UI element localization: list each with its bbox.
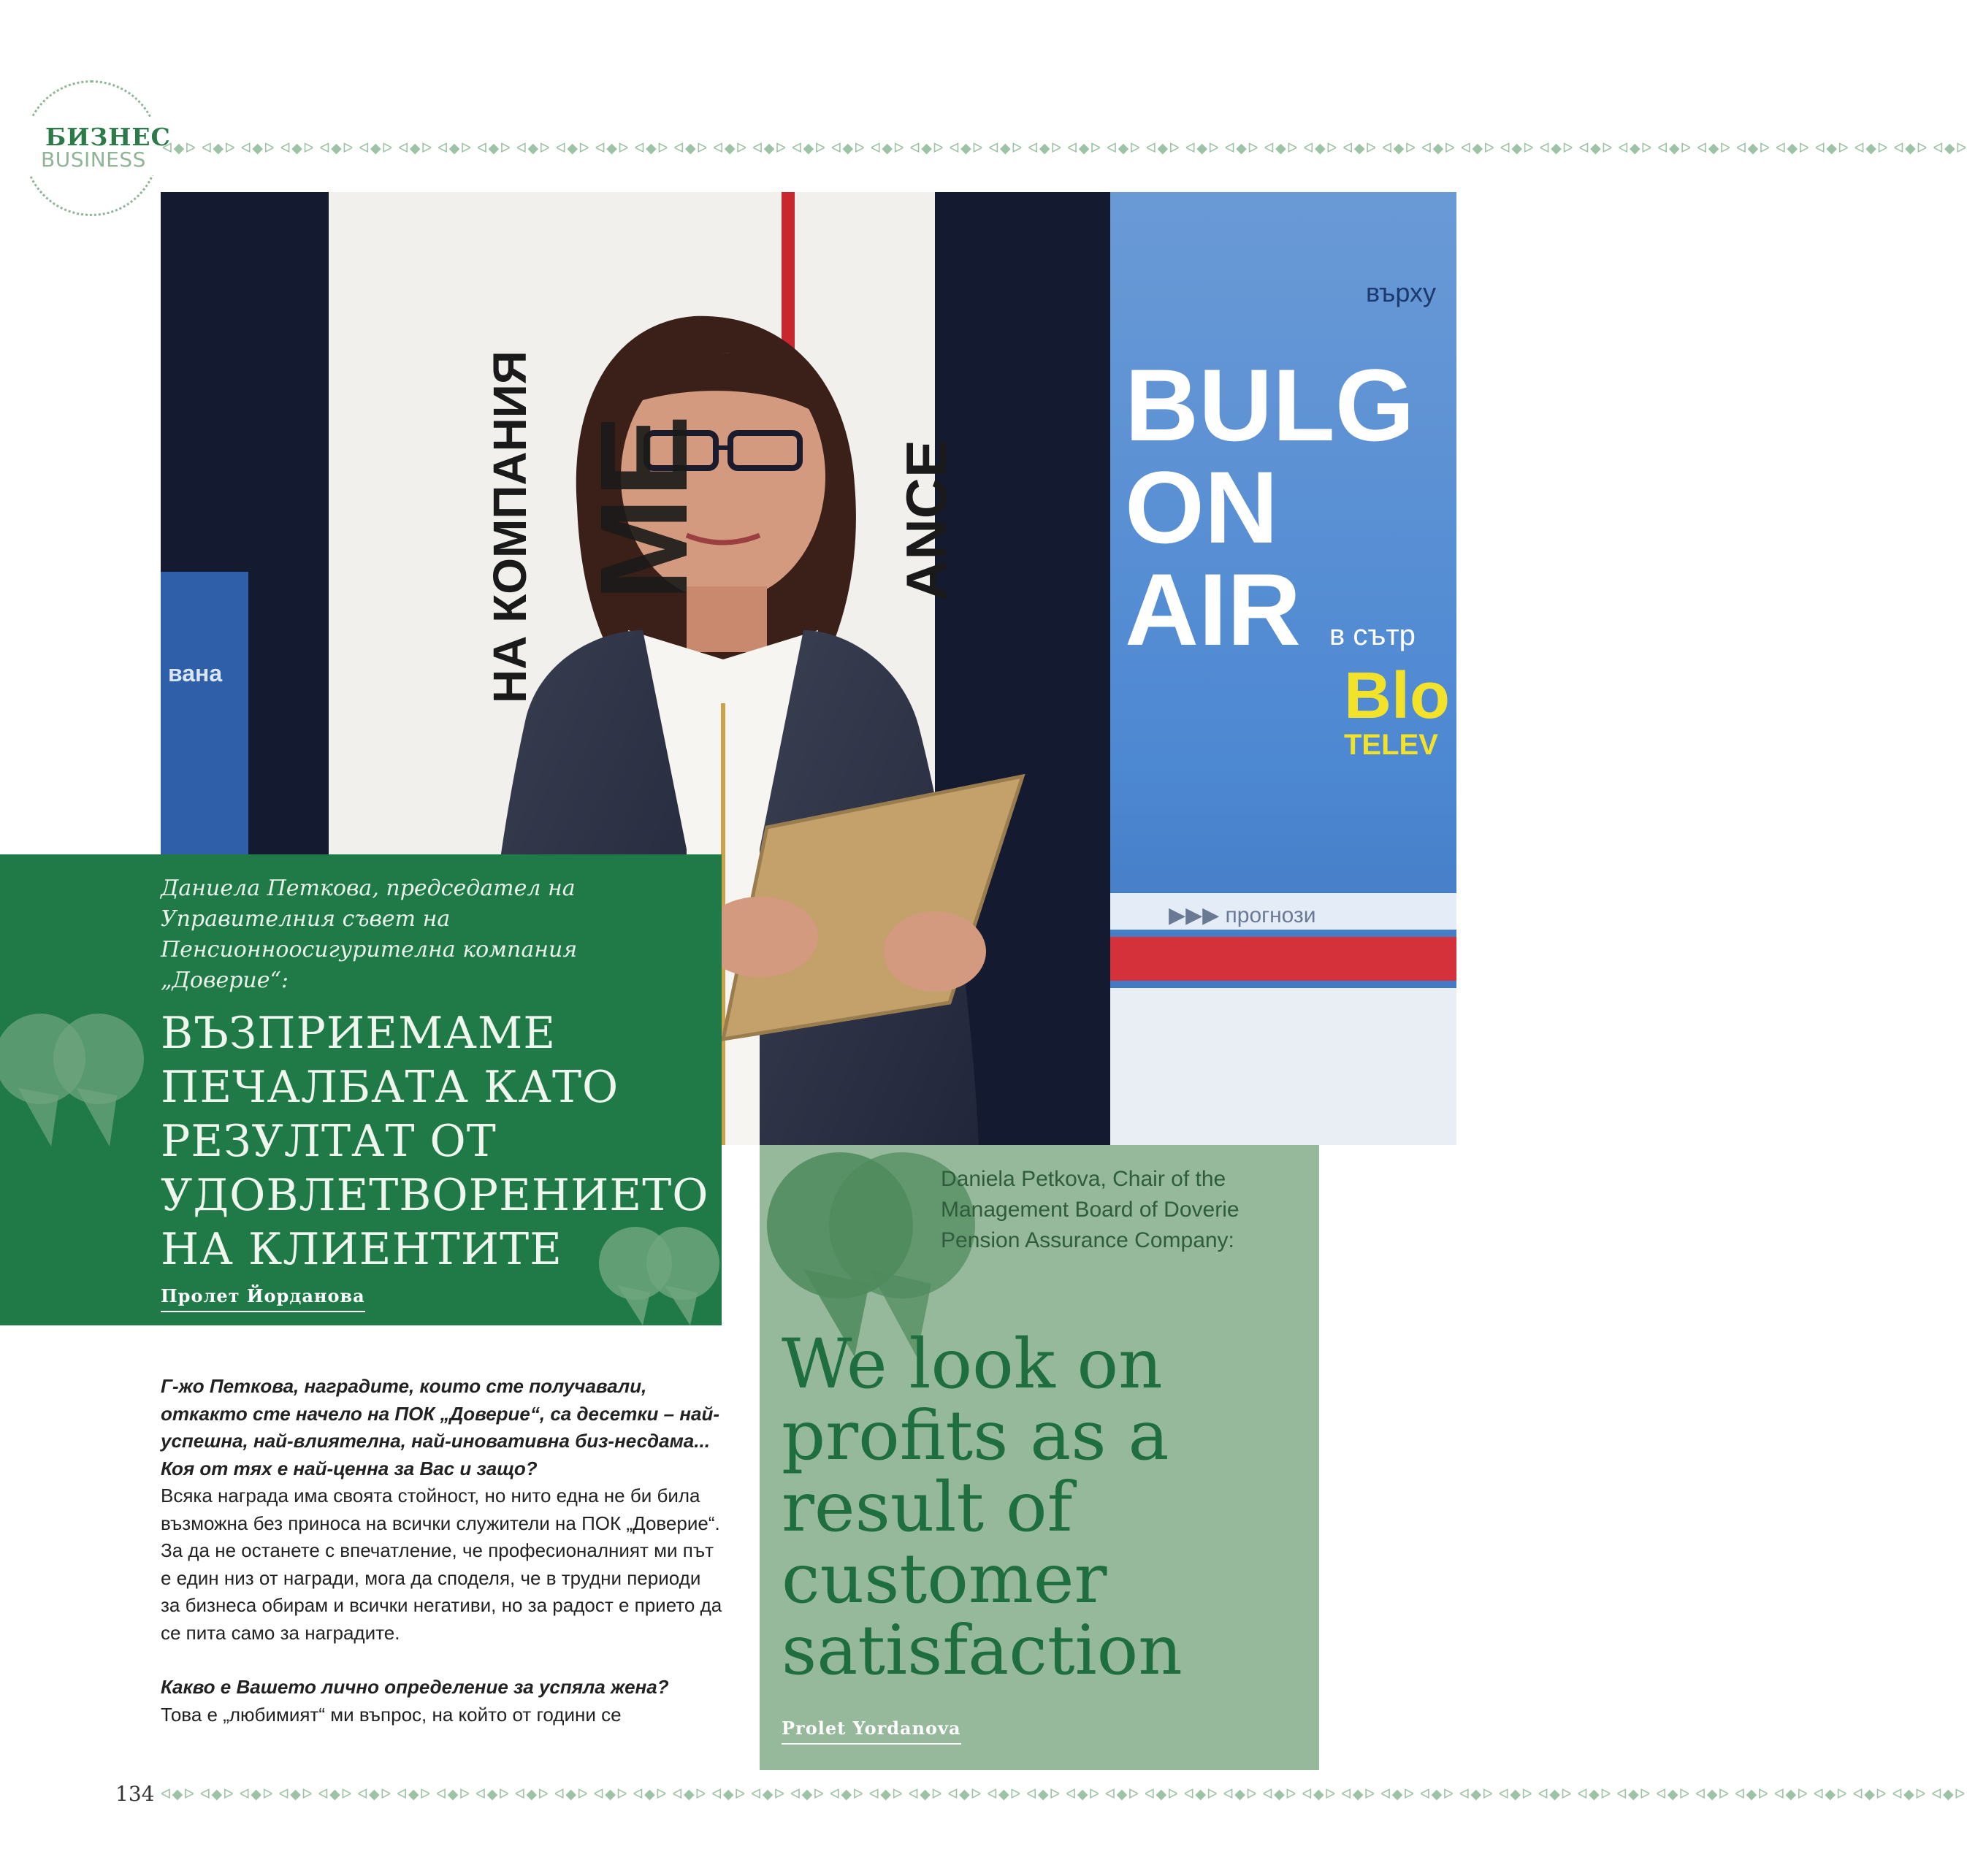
svg-text:AIR: AIR (1125, 552, 1302, 667)
question-1: Г-жо Петкова, наградите, които сте получавали, откакто сте начело на ПОК „Доверие“, са десетки – най-успешна, най-влиятелна, най-иновативна биз-несдама... Коя от тях е най-ценна за Вас и защо? (161, 1375, 720, 1479)
svg-text:върху: върху (1366, 277, 1437, 307)
bottom-ornament-border: ᐊ◆ᐅ ᐊ◆ᐅ ᐊ◆ᐅ ᐊ◆ᐅ ᐊ◆ᐅ ᐊ◆ᐅ ᐊ◆ᐅ ᐊ◆ᐅ ᐊ◆ᐅ ᐊ◆ᐅ ᐊ◆ᐅ ᐊ◆ᐅ ᐊ◆ᐅ ᐊ◆ᐅ ᐊ◆ᐅ ᐊ◆ᐅ ᐊ◆ᐅ ᐊ◆ᐅ ᐊ◆ᐅ ᐊ◆ᐅ ᐊ◆ᐅ ᐊ◆ᐅ ᐊ◆ᐅ ᐊ◆ᐅ ᐊ◆ᐅ ᐊ◆ᐅ ᐊ◆ᐅ ᐊ◆ᐅ ᐊ◆ᐅ ᐊ◆ᐅ ᐊ◆ᐅ ᐊ◆ᐅ ᐊ◆ᐅ ᐊ◆ᐅ ᐊ◆ᐅ ᐊ◆ᐅ ᐊ◆ᐅ ᐊ◆ᐅ ᐊ◆ᐅ ᐊ◆ᐅ ᐊ◆ᐅ ᐊ◆ᐅ ᐊ◆ᐅ ᐊ◆ᐅ ᐊ◆ᐅ ᐊ◆ᐅ (161, 1786, 1966, 1802)
question-2: Какво е Вашето лично определение за успяла жена? (161, 1676, 669, 1698)
svg-text:Blo: Blo (1344, 659, 1450, 732)
top-ornament-border: ᐊ◆ᐅ ᐊ◆ᐅ ᐊ◆ᐅ ᐊ◆ᐅ ᐊ◆ᐅ ᐊ◆ᐅ ᐊ◆ᐅ ᐊ◆ᐅ ᐊ◆ᐅ ᐊ◆ᐅ ᐊ◆ᐅ ᐊ◆ᐅ ᐊ◆ᐅ ᐊ◆ᐅ ᐊ◆ᐅ ᐊ◆ᐅ ᐊ◆ᐅ ᐊ◆ᐅ ᐊ◆ᐅ ᐊ◆ᐅ ᐊ◆ᐅ ᐊ◆ᐅ ᐊ◆ᐅ ᐊ◆ᐅ ᐊ◆ᐅ ᐊ◆ᐅ ᐊ◆ᐅ ᐊ◆ᐅ ᐊ◆ᐅ ᐊ◆ᐅ ᐊ◆ᐅ ᐊ◆ᐅ ᐊ◆ᐅ ᐊ◆ᐅ ᐊ◆ᐅ ᐊ◆ᐅ ᐊ◆ᐅ ᐊ◆ᐅ ᐊ◆ᐅ ᐊ◆ᐅ ᐊ◆ᐅ ᐊ◆ᐅ ᐊ◆ᐅ ᐊ◆ᐅ ᐊ◆ᐅ ᐊ◆ᐅ (162, 140, 1967, 156)
svg-text:ANCE: ANCE (894, 439, 958, 601)
answer-2: Това е „любимият“ ми въпрос, на който от години се (161, 1703, 622, 1726)
section-label-en: BUSINESS (41, 148, 146, 172)
svg-text:TELEV: TELEV (1344, 729, 1438, 761)
svg-text:вана: вана (168, 660, 223, 686)
answer-1: Всяка награда има своята стойност, но нито една не би била възможна без приноса на всички служители на ПОК „Доверие“. За да не останете с впечатление, че професионалният ми път е един низ от награди, мога да споделя, че в трудни периоди за бизнеса обирам и всички негативи, но за радост е прието да се пита само за наградите. (161, 1485, 722, 1644)
svg-text:в сътр: в сътр (1329, 619, 1416, 651)
section-label-bg: БИЗНЕС (45, 123, 171, 151)
svg-text:ON: ON (1125, 450, 1278, 564)
svg-text:ME: ME (575, 415, 714, 601)
page-number: 134 (115, 1782, 155, 1806)
bg-intro-text: Даниела Петкова, председател на Управителния съвет на Пенсионноосигурителна компания „Доверие“: (161, 876, 578, 993)
en-intro-text: Daniela Petkova, Chair of the Management Board of Doverie Pension Assurance Company: (941, 1167, 1240, 1252)
article-body (161, 1373, 723, 1756)
en-headline: We look on profits as a result of customer satisfaction (782, 1325, 1183, 1691)
svg-text:▶▶▶ прогнози: ▶▶▶ прогнози (1169, 903, 1316, 927)
quote-mark-icon-left (0, 1000, 139, 1146)
svg-text:НА КОМПАНИЯ: НА КОМПАНИЯ (484, 351, 536, 703)
en-author-byline: Prolet Yordanova (782, 1718, 961, 1745)
bg-author-byline: Пролет Йорданова (161, 1285, 365, 1312)
bg-headline: ВЪЗПРИЕМАМЕ ПЕЧАЛБАТА КАТО РЕЗУЛТАТ ОТ УДОВЛЕТВОРЕНИЕТО НА КЛИЕНТИТЕ (161, 1008, 709, 1275)
svg-text:BULG: BULG (1125, 348, 1415, 462)
